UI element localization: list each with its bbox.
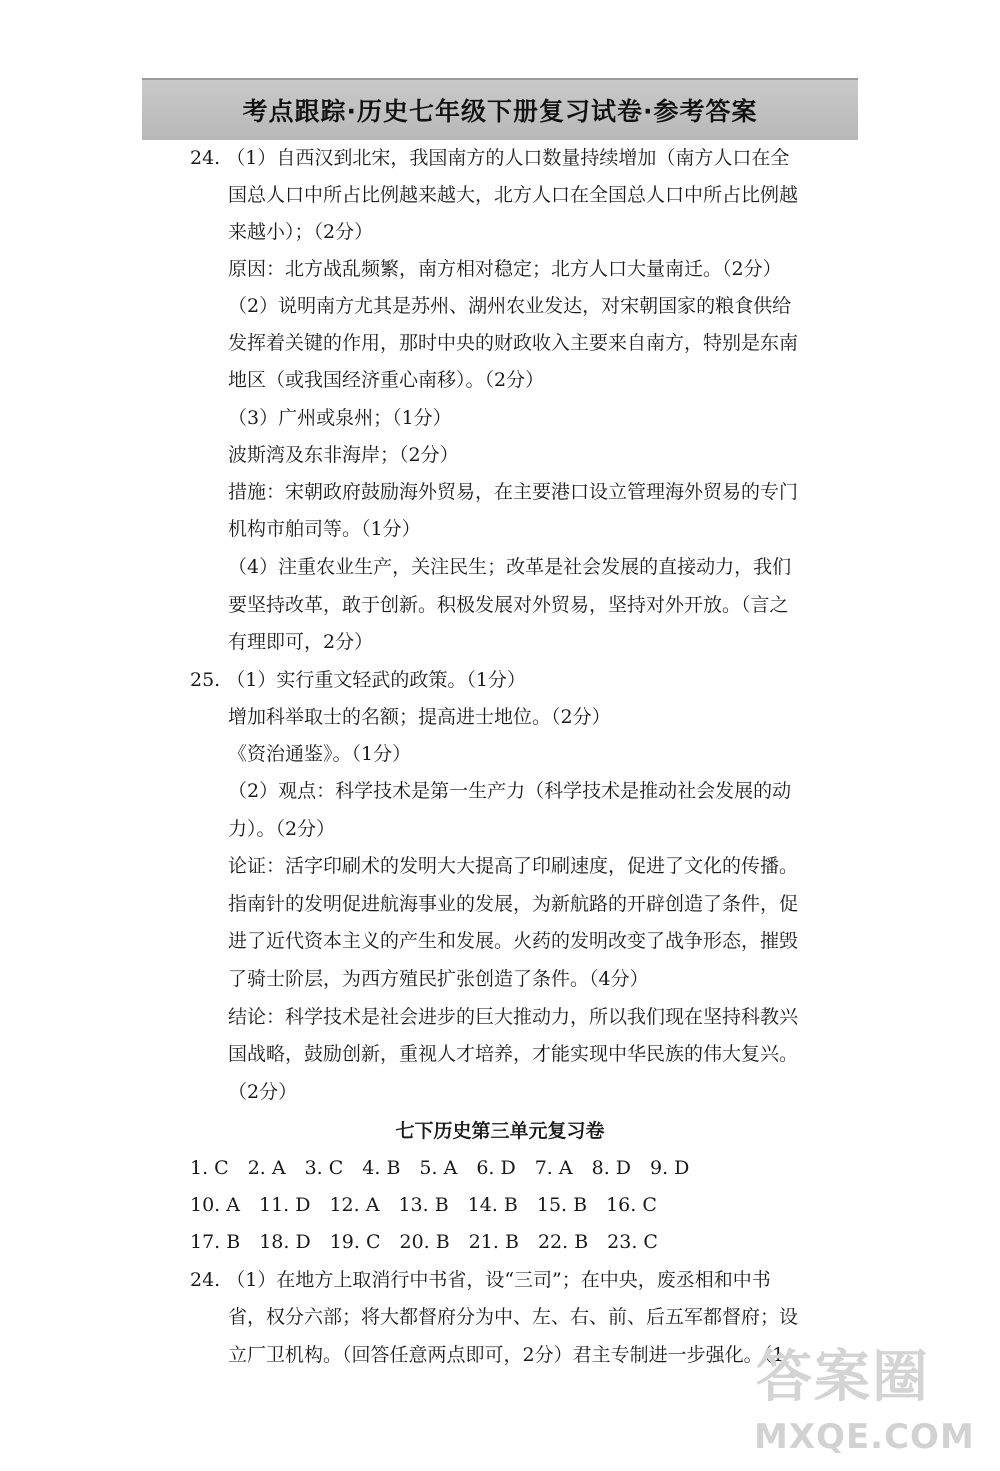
section-title: 七下历史第三单元复习卷 bbox=[395, 1120, 605, 1142]
text-line: 国总人口中所占比例越来越大，北方人口在全国总人口中所占比例越 bbox=[228, 184, 799, 206]
watermark-logo: 答案圈 bbox=[756, 1345, 930, 1410]
text-line: 指南针的发明促进航海事业的发展，为新航路的开辟创造了条件，促 bbox=[228, 893, 799, 915]
text-line: 《资治通鉴》。（1分） bbox=[228, 743, 412, 765]
text-line: 25. （1）实行重文轻武的政策。（1分） bbox=[190, 669, 526, 691]
text-line: 来越小）；（2分） bbox=[228, 221, 374, 243]
text-line: 增加科举取士的名额；提高进士地位。（2分） bbox=[228, 706, 611, 728]
text-line: 力）。（2分） bbox=[228, 818, 336, 840]
header-title: 考点跟踪·历史七年级下册复习试卷·参考答案 bbox=[242, 97, 758, 126]
text-line: 进了近代资本主义的产生和发展。火药的发明改变了战争形态，摧毁 bbox=[228, 930, 799, 952]
text-line: （2）说明南方尤其是苏州、湖州农业发达，对宋朝国家的粮食供给 bbox=[228, 295, 792, 317]
answer-row: 10. A 11. D 12. A 13. B 14. B 15. B 16. C bbox=[190, 1194, 657, 1216]
text-line: 原因：北方战乱频繁，南方相对稳定；北方人口大量南迁。（2分） bbox=[228, 258, 782, 280]
watermark-url: MXQE.COM bbox=[754, 1417, 975, 1457]
text-line: （3）广州或泉州；（1分） bbox=[228, 407, 452, 429]
text-line: （2分） bbox=[228, 1081, 298, 1103]
watermark bbox=[736, 1325, 986, 1465]
text-line: 机构市舶司等。（1分） bbox=[228, 518, 421, 540]
text-line: 省，权分六部；将大都督府分为中、左、右、前、后五军都督府；设 bbox=[228, 1306, 799, 1328]
text-line: 结论：科学技术是社会进步的巨大推动力，所以我们现在坚持科教兴 bbox=[228, 1006, 799, 1028]
text-line: 24. （1）在地方上取消行中书省，设“三司”；在中央，废丞相和中书 bbox=[190, 1269, 771, 1291]
text-line: 发挥着关键的作用，那时中央的财政收入主要来自南方，特别是东南 bbox=[228, 332, 799, 354]
text-line: 要坚持改革，敢于创新。积极发展对外贸易，坚持对外开放。（言之 bbox=[228, 594, 789, 616]
answer-row: 1. C 2. A 3. C 4. B 5. A 6. D 7. A 8. D 9. D bbox=[190, 1157, 690, 1179]
text-line: 有理即可，2分） bbox=[228, 631, 374, 653]
text-line: 地区（或我国经济重心南移）。（2分） bbox=[228, 369, 545, 391]
text-line: 立厂卫机构。（回答任意两点即可，2分）君主专制进一步强化。（1 bbox=[228, 1344, 785, 1366]
text-line: 论证：活字印刷术的发明大大提高了印刷速度，促进了文化的传播。 bbox=[228, 855, 799, 877]
answer-row: 17. B 18. D 19. C 20. B 21. B 22. B 23. C bbox=[190, 1231, 658, 1253]
text-line: （4）注重农业生产，关注民生；改革是社会发展的直接动力，我们 bbox=[228, 556, 792, 578]
header-banner bbox=[142, 78, 858, 140]
text-line: 了骑士阶层，为西方殖民扩张创造了条件。（4分） bbox=[228, 968, 649, 990]
text-line: 波斯湾及东非海岸；（2分） bbox=[228, 444, 459, 466]
text-line: （2）观点：科学技术是第一生产力（科学技术是推动社会发展的动 bbox=[228, 780, 792, 802]
text-line: 措施：宋朝政府鼓励海外贸易，在主要港口设立管理海外贸易的专门 bbox=[228, 481, 799, 503]
text-line: 国战略，鼓励创新，重视人才培养，才能实现中华民族的伟大复兴。 bbox=[228, 1043, 799, 1065]
text-line: 24. （1）自西汉到北宋，我国南方的人口数量持续增加（南方人口在全 bbox=[190, 147, 790, 169]
